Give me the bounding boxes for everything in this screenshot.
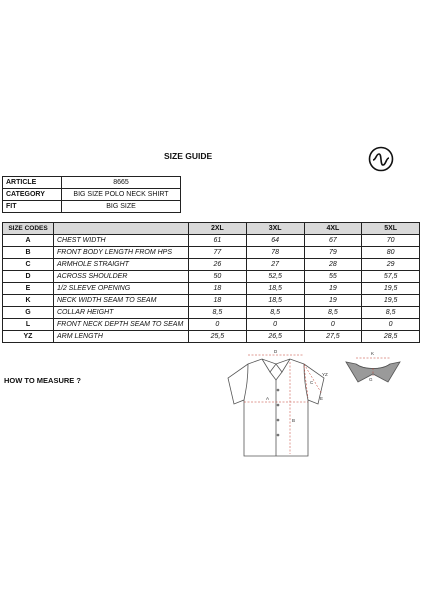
value-cell: 19,5 <box>362 283 420 295</box>
value-cell: 77 <box>189 247 247 259</box>
table-row <box>3 259 420 271</box>
size-code: B <box>3 247 54 259</box>
size-header: 4XL <box>304 223 362 235</box>
info-key: FIT <box>3 201 62 213</box>
table-row <box>3 307 420 319</box>
value-cell: 18,5 <box>246 283 304 295</box>
diagram-label-b: B <box>292 418 296 423</box>
value-cell: 25,5 <box>189 331 247 343</box>
value-cell: 29 <box>362 259 420 271</box>
size-code: E <box>3 283 54 295</box>
value-cell: 8,5 <box>362 307 420 319</box>
table-row <box>3 283 420 295</box>
value-cell: 28 <box>304 259 362 271</box>
shirt-diagram <box>218 350 340 462</box>
value-cell: 19 <box>304 283 362 295</box>
value-cell: 79 <box>304 247 362 259</box>
value-cell: 27 <box>246 259 304 271</box>
diagram-label-a: A <box>266 396 270 401</box>
product-info-row <box>3 177 181 189</box>
value-cell: 19,5 <box>362 295 420 307</box>
value-cell: 80 <box>362 247 420 259</box>
measure-name: FRONT BODY LENGTH FROM HPS <box>54 247 189 259</box>
how-to-measure-heading: HOW TO MEASURE ? <box>4 376 81 385</box>
table-row <box>3 319 420 331</box>
measure-name: FRONT NECK DEPTH SEAM TO SEAM <box>54 319 189 331</box>
measure-name: NECK WIDTH SEAM TO SEAM <box>54 295 189 307</box>
size-code: A <box>3 235 54 247</box>
size-header: 5XL <box>362 223 420 235</box>
info-value: BIG SIZE <box>62 201 181 213</box>
table-row <box>3 247 420 259</box>
page-title: SIZE GUIDE <box>164 151 213 161</box>
value-cell: 19 <box>304 295 362 307</box>
info-key: ARTICLE <box>3 177 62 189</box>
value-cell: 50 <box>189 271 247 283</box>
measure-name: ACROSS SHOULDER <box>54 271 189 283</box>
size-code: L <box>3 319 54 331</box>
value-cell: 26 <box>189 259 247 271</box>
value-cell: 26,5 <box>246 331 304 343</box>
value-cell: 67 <box>304 235 362 247</box>
size-table-header <box>3 223 420 235</box>
value-cell: 8,5 <box>246 307 304 319</box>
info-value: BIG SIZE POLO NECK SHIRT <box>62 189 181 201</box>
table-row <box>3 331 420 343</box>
measure-name: 1/2 SLEEVE OPENING <box>54 283 189 295</box>
product-info-row <box>3 201 181 213</box>
collar-diagram <box>342 348 404 390</box>
value-cell: 0 <box>362 319 420 331</box>
diagram-label-d: D <box>274 350 278 354</box>
value-cell: 8,5 <box>304 307 362 319</box>
info-value: 8665 <box>62 177 181 189</box>
value-cell: 52,5 <box>246 271 304 283</box>
value-cell: 0 <box>246 319 304 331</box>
size-header: 2XL <box>189 223 247 235</box>
value-cell: 28,5 <box>362 331 420 343</box>
diagram-label-yz: YZ <box>322 372 328 377</box>
value-cell: 27,5 <box>304 331 362 343</box>
product-info-table <box>2 176 181 213</box>
info-key: CATEGORY <box>3 189 62 201</box>
size-table <box>2 222 420 343</box>
size-code: YZ <box>3 331 54 343</box>
product-info-row <box>3 189 181 201</box>
table-row <box>3 295 420 307</box>
value-cell: 57,5 <box>362 271 420 283</box>
value-cell: 70 <box>362 235 420 247</box>
diagram-label-c: C <box>310 380 314 385</box>
measure-name: COLLAR HEIGHT <box>54 307 189 319</box>
value-cell: 18 <box>189 295 247 307</box>
value-cell: 55 <box>304 271 362 283</box>
value-cell: 0 <box>304 319 362 331</box>
size-code: C <box>3 259 54 271</box>
value-cell: 18,5 <box>246 295 304 307</box>
table-row <box>3 271 420 283</box>
measure-name: CHEST WIDTH <box>54 235 189 247</box>
value-cell: 0 <box>189 319 247 331</box>
size-code: D <box>3 271 54 283</box>
value-cell: 64 <box>246 235 304 247</box>
value-cell: 78 <box>246 247 304 259</box>
diagram-label-e: E <box>320 396 324 401</box>
measure-header <box>54 223 189 235</box>
diagram-label-k: K <box>371 351 375 356</box>
size-code: G <box>3 307 54 319</box>
size-codes-header: SIZE CODES <box>3 223 54 235</box>
value-cell: 8,5 <box>189 307 247 319</box>
size-code: K <box>3 295 54 307</box>
diagram-label-g: G <box>369 377 373 382</box>
brand-logo-icon <box>368 146 394 172</box>
size-header: 3XL <box>246 223 304 235</box>
value-cell: 61 <box>189 235 247 247</box>
value-cell: 18 <box>189 283 247 295</box>
measure-name: ARM LENGTH <box>54 331 189 343</box>
table-row <box>3 235 420 247</box>
measure-name: ARMHOLE STRAIGHT <box>54 259 189 271</box>
